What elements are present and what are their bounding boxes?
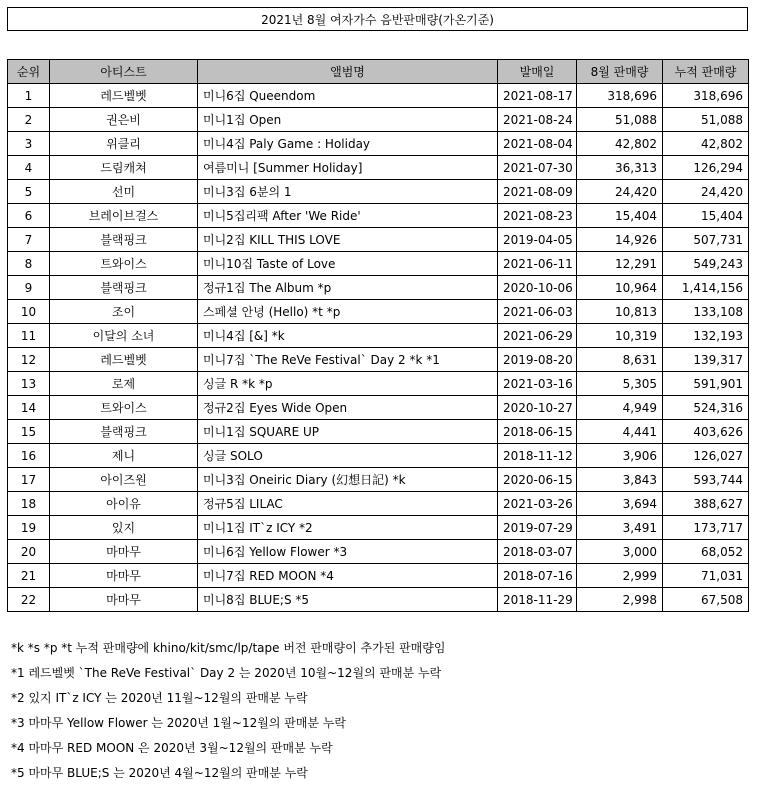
cell-aug-sales: 2,999 bbox=[577, 564, 663, 588]
cell-release-date: 2018-11-12 bbox=[498, 444, 577, 468]
cell-album: 정규1집 The Album *p bbox=[198, 276, 498, 300]
cell-aug-sales: 8,631 bbox=[577, 348, 663, 372]
cell-aug-sales: 42,802 bbox=[577, 132, 663, 156]
cell-album: 미니1집 Open bbox=[198, 108, 498, 132]
cell-artist: 있지 bbox=[50, 516, 198, 540]
table-row bbox=[8, 108, 749, 132]
table-row bbox=[8, 564, 749, 588]
cell-artist: 블랙핑크 bbox=[50, 276, 198, 300]
cell-artist: 트와이스 bbox=[50, 252, 198, 276]
cell-total-sales: 24,420 bbox=[663, 180, 749, 204]
cell-aug-sales: 3,906 bbox=[577, 444, 663, 468]
cell-release-date: 2019-08-20 bbox=[498, 348, 577, 372]
footnotes bbox=[11, 636, 751, 786]
cell-total-sales: 42,802 bbox=[663, 132, 749, 156]
table-row bbox=[8, 444, 749, 468]
cell-album: 싱글 R *k *p bbox=[198, 372, 498, 396]
cell-album: 미니7집 RED MOON *4 bbox=[198, 564, 498, 588]
cell-release-date: 2021-08-24 bbox=[498, 108, 577, 132]
cell-release-date: 2018-11-29 bbox=[498, 588, 577, 612]
cell-release-date: 2021-06-03 bbox=[498, 300, 577, 324]
cell-total-sales: 51,088 bbox=[663, 108, 749, 132]
cell-rank: 8 bbox=[8, 252, 50, 276]
header-release-date: 발매일 bbox=[498, 60, 577, 84]
cell-total-sales: 318,696 bbox=[663, 84, 749, 108]
table-header-row bbox=[8, 60, 749, 84]
table-row bbox=[8, 300, 749, 324]
cell-album: 미니1집 IT`z ICY *2 bbox=[198, 516, 498, 540]
table-row bbox=[8, 492, 749, 516]
cell-release-date: 2021-06-29 bbox=[498, 324, 577, 348]
cell-release-date: 2020-10-06 bbox=[498, 276, 577, 300]
cell-aug-sales: 3,694 bbox=[577, 492, 663, 516]
cell-artist: 레드벨벳 bbox=[50, 84, 198, 108]
cell-total-sales: 549,243 bbox=[663, 252, 749, 276]
cell-album: 미니5집리팩 After 'We Ride' bbox=[198, 204, 498, 228]
table-row bbox=[8, 324, 749, 348]
cell-aug-sales: 24,420 bbox=[577, 180, 663, 204]
cell-rank: 22 bbox=[8, 588, 50, 612]
cell-artist: 제니 bbox=[50, 444, 198, 468]
page-title: 2021년 8월 여자가수 음반판매량(가온기준) bbox=[7, 7, 748, 31]
cell-rank: 18 bbox=[8, 492, 50, 516]
cell-release-date: 2021-07-30 bbox=[498, 156, 577, 180]
cell-release-date: 2021-06-11 bbox=[498, 252, 577, 276]
cell-album: 싱글 SOLO bbox=[198, 444, 498, 468]
cell-release-date: 2021-08-17 bbox=[498, 84, 577, 108]
cell-aug-sales: 4,949 bbox=[577, 396, 663, 420]
cell-aug-sales: 4,441 bbox=[577, 420, 663, 444]
cell-artist: 조이 bbox=[50, 300, 198, 324]
cell-total-sales: 139,317 bbox=[663, 348, 749, 372]
cell-aug-sales: 3,491 bbox=[577, 516, 663, 540]
cell-album: 미니4집 Paly Game : Holiday bbox=[198, 132, 498, 156]
cell-release-date: 2021-03-16 bbox=[498, 372, 577, 396]
cell-aug-sales: 36,313 bbox=[577, 156, 663, 180]
cell-album: 여름미니 [Summer Holiday] bbox=[198, 156, 498, 180]
cell-aug-sales: 318,696 bbox=[577, 84, 663, 108]
cell-album: 미니6집 Yellow Flower *3 bbox=[198, 540, 498, 564]
cell-rank: 10 bbox=[8, 300, 50, 324]
cell-release-date: 2019-04-05 bbox=[498, 228, 577, 252]
cell-rank: 14 bbox=[8, 396, 50, 420]
cell-rank: 4 bbox=[8, 156, 50, 180]
cell-rank: 21 bbox=[8, 564, 50, 588]
cell-album: 미니6집 Queendom bbox=[198, 84, 498, 108]
cell-aug-sales: 2,998 bbox=[577, 588, 663, 612]
cell-album: 스페셜 안녕 (Hello) *t *p bbox=[198, 300, 498, 324]
cell-rank: 12 bbox=[8, 348, 50, 372]
cell-album: 미니2집 KILL THIS LOVE bbox=[198, 228, 498, 252]
cell-artist: 이달의 소녀 bbox=[50, 324, 198, 348]
cell-total-sales: 15,404 bbox=[663, 204, 749, 228]
table-row bbox=[8, 228, 749, 252]
cell-rank: 11 bbox=[8, 324, 50, 348]
header-album: 앨범명 bbox=[198, 60, 498, 84]
cell-total-sales: 67,508 bbox=[663, 588, 749, 612]
table-row bbox=[8, 156, 749, 180]
cell-aug-sales: 10,813 bbox=[577, 300, 663, 324]
cell-rank: 15 bbox=[8, 420, 50, 444]
cell-artist: 마마무 bbox=[50, 588, 198, 612]
cell-total-sales: 126,027 bbox=[663, 444, 749, 468]
cell-total-sales: 388,627 bbox=[663, 492, 749, 516]
cell-artist: 권은비 bbox=[50, 108, 198, 132]
cell-album: 정규5집 LILAC bbox=[198, 492, 498, 516]
cell-rank: 7 bbox=[8, 228, 50, 252]
cell-rank: 5 bbox=[8, 180, 50, 204]
cell-rank: 6 bbox=[8, 204, 50, 228]
cell-artist: 브레이브걸스 bbox=[50, 204, 198, 228]
table-row bbox=[8, 516, 749, 540]
cell-release-date: 2018-07-16 bbox=[498, 564, 577, 588]
footnote-line: *k *s *p *t 누적 판매량에 khino/kit/smc/lp/tape 버전 판매량이 추가된 판매량임 bbox=[11, 641, 446, 655]
header-aug-sales: 8월 판매량 bbox=[577, 60, 663, 84]
cell-release-date: 2021-08-23 bbox=[498, 204, 577, 228]
cell-total-sales: 71,031 bbox=[663, 564, 749, 588]
table-row bbox=[8, 132, 749, 156]
table-row bbox=[8, 276, 749, 300]
cell-artist: 블랙핑크 bbox=[50, 228, 198, 252]
cell-aug-sales: 10,964 bbox=[577, 276, 663, 300]
cell-release-date: 2021-03-26 bbox=[498, 492, 577, 516]
cell-aug-sales: 51,088 bbox=[577, 108, 663, 132]
table-row bbox=[8, 396, 749, 420]
cell-total-sales: 132,193 bbox=[663, 324, 749, 348]
cell-aug-sales: 5,305 bbox=[577, 372, 663, 396]
cell-total-sales: 68,052 bbox=[663, 540, 749, 564]
cell-rank: 1 bbox=[8, 84, 50, 108]
cell-aug-sales: 12,291 bbox=[577, 252, 663, 276]
cell-release-date: 2020-10-27 bbox=[498, 396, 577, 420]
cell-rank: 20 bbox=[8, 540, 50, 564]
cell-release-date: 2020-06-15 bbox=[498, 468, 577, 492]
cell-aug-sales: 3,000 bbox=[577, 540, 663, 564]
footnote-line: *4 마마무 RED MOON 은 2020년 3월~12월의 판매분 누락 bbox=[11, 741, 333, 755]
footnote-line: *2 있지 IT`z ICY 는 2020년 11월~12월의 판매분 누락 bbox=[11, 691, 308, 705]
footnote-line: *1 레드벨벳 `The ReVe Festival` Day 2 는 2020년 10월~12월의 판매분 누락 bbox=[11, 666, 442, 680]
table-row bbox=[8, 348, 749, 372]
cell-aug-sales: 14,926 bbox=[577, 228, 663, 252]
cell-artist: 드림캐쳐 bbox=[50, 156, 198, 180]
cell-album: 미니8집 BLUE;S *5 bbox=[198, 588, 498, 612]
cell-artist: 블랙핑크 bbox=[50, 420, 198, 444]
cell-aug-sales: 3,843 bbox=[577, 468, 663, 492]
cell-album: 미니10집 Taste of Love bbox=[198, 252, 498, 276]
cell-total-sales: 1,414,156 bbox=[663, 276, 749, 300]
cell-release-date: 2021-08-04 bbox=[498, 132, 577, 156]
cell-rank: 9 bbox=[8, 276, 50, 300]
cell-artist: 마마무 bbox=[50, 564, 198, 588]
cell-release-date: 2018-03-07 bbox=[498, 540, 577, 564]
footnote-line: *5 마마무 BLUE;S 는 2020년 4월~12월의 판매분 누락 bbox=[11, 766, 308, 780]
header-artist: 아티스트 bbox=[50, 60, 198, 84]
header-total-sales: 누적 판매량 bbox=[663, 60, 749, 84]
cell-rank: 13 bbox=[8, 372, 50, 396]
cell-rank: 16 bbox=[8, 444, 50, 468]
cell-rank: 17 bbox=[8, 468, 50, 492]
table-row bbox=[8, 84, 749, 108]
cell-artist: 마마무 bbox=[50, 540, 198, 564]
table-row bbox=[8, 468, 749, 492]
cell-album: 미니3집 6분의 1 bbox=[198, 180, 498, 204]
cell-total-sales: 126,294 bbox=[663, 156, 749, 180]
cell-album: 미니7집 `The ReVe Festival` Day 2 *k *1 bbox=[198, 348, 498, 372]
cell-total-sales: 133,108 bbox=[663, 300, 749, 324]
cell-album: 정규2집 Eyes Wide Open bbox=[198, 396, 498, 420]
cell-release-date: 2019-07-29 bbox=[498, 516, 577, 540]
cell-album: 미니1집 SQUARE UP bbox=[198, 420, 498, 444]
cell-total-sales: 593,744 bbox=[663, 468, 749, 492]
cell-artist: 아이유 bbox=[50, 492, 198, 516]
cell-artist: 위클리 bbox=[50, 132, 198, 156]
cell-album: 미니3집 Oneiric Diary (幻想日記) *k bbox=[198, 468, 498, 492]
cell-artist: 트와이스 bbox=[50, 396, 198, 420]
cell-release-date: 2018-06-15 bbox=[498, 420, 577, 444]
table-row bbox=[8, 420, 749, 444]
cell-artist: 레드벨벳 bbox=[50, 348, 198, 372]
table-row bbox=[8, 372, 749, 396]
table-row bbox=[8, 540, 749, 564]
cell-total-sales: 524,316 bbox=[663, 396, 749, 420]
table-row bbox=[8, 180, 749, 204]
cell-album: 미니4집 [&] *k bbox=[198, 324, 498, 348]
table-row bbox=[8, 204, 749, 228]
cell-total-sales: 507,731 bbox=[663, 228, 749, 252]
header-rank: 순위 bbox=[8, 60, 50, 84]
cell-aug-sales: 10,319 bbox=[577, 324, 663, 348]
cell-artist: 로제 bbox=[50, 372, 198, 396]
cell-rank: 3 bbox=[8, 132, 50, 156]
cell-rank: 19 bbox=[8, 516, 50, 540]
cell-artist: 선미 bbox=[50, 180, 198, 204]
cell-total-sales: 173,717 bbox=[663, 516, 749, 540]
footnote-line: *3 마마무 Yellow Flower 는 2020년 1월~12월의 판매분 누락 bbox=[11, 716, 346, 730]
cell-total-sales: 591,901 bbox=[663, 372, 749, 396]
table-row bbox=[8, 588, 749, 612]
cell-total-sales: 403,626 bbox=[663, 420, 749, 444]
sales-table bbox=[7, 59, 749, 612]
table-row bbox=[8, 252, 749, 276]
cell-rank: 2 bbox=[8, 108, 50, 132]
cell-release-date: 2021-08-09 bbox=[498, 180, 577, 204]
cell-artist: 아이즈원 bbox=[50, 468, 198, 492]
table-body bbox=[8, 84, 749, 612]
cell-aug-sales: 15,404 bbox=[577, 204, 663, 228]
